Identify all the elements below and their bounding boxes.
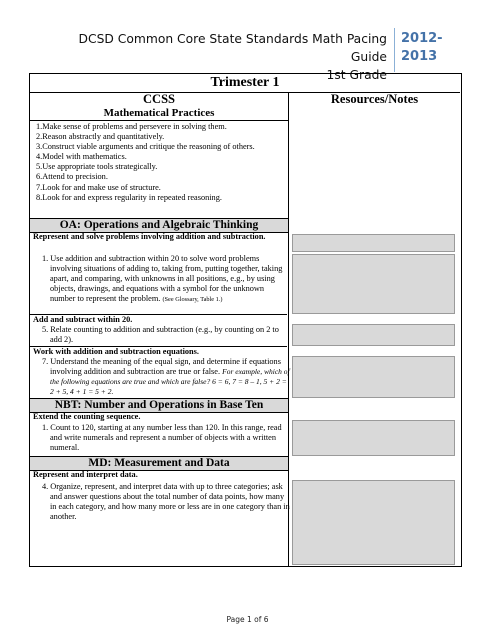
resources-cell: [292, 234, 455, 252]
oa-subheading-represent: Represent and solve problems involving addition and subtraction.: [33, 232, 266, 241]
pacing-table: [29, 73, 462, 567]
header-year-line2: 2013: [401, 49, 438, 64]
nbt-heading: NBT: Number and Operations in Base Ten: [30, 398, 288, 413]
glossary-note: (See Glossary, Table 1.): [162, 296, 223, 304]
header-title-line2: 1st Grade: [326, 68, 387, 82]
oa-standard-1: [42, 254, 290, 305]
resources-cell: [292, 420, 455, 456]
math-practice-item: 2.Reason abstractly and quantitatively.: [36, 132, 165, 142]
math-practices-list: [36, 122, 284, 203]
header-divider: [394, 28, 395, 72]
ccss-heading: CCSS: [143, 92, 175, 106]
resources-cell: [292, 480, 455, 565]
math-practice-item: 6.Attend to precision.: [36, 172, 108, 182]
oa-standard-7-example: For example, which of the following equations are true and which are false? 6 = 6, 7 = 8 – 1, 5 + 2 = 2 + 5, 4 + 1 = 5 + 2.: [50, 367, 290, 397]
math-practices-heading: Mathematical Practices: [30, 107, 288, 121]
md-standard-4: 4. Organize, represent, and interpret data with up to three categories; ask and answer questions about the total number of data points, how many in each category, and how many more or less are in one category than in another.: [42, 482, 290, 522]
page-footer: Page 1 of 6: [226, 615, 269, 624]
math-practice-item: 5.Use appropriate tools strategically.: [36, 162, 158, 172]
math-practice-item: 8.Look for and express regularity in repeated reasoning.: [36, 192, 222, 202]
math-practice-item: 3.Construct viable arguments and critique the reasoning of others.: [36, 142, 255, 152]
math-practice-item: 4.Model with mathematics.: [36, 152, 127, 162]
nbt-subheading-counting: Extend the counting sequence.: [33, 412, 141, 421]
oa-standard-1-text: 1. Use addition and subtraction within 20 to solve word problems involving situations of adding to, taking from, putting together, taking apart, and comparing, with unknowns in all positions, e.g., by using objects, drawings, and equations with a symbol for the unknown number to represent the problem.: [42, 254, 283, 304]
oa-subheading-equations: Work with addition and subtraction equations.: [30, 346, 287, 357]
math-practice-item: 7.Look for and make use of structure.: [36, 182, 161, 192]
resources-cell: [292, 324, 455, 346]
md-subheading-data: Represent and interpret data.: [33, 470, 138, 479]
header-title-line1: DCSD Common Core State Standards Math Pacing Guide: [78, 32, 387, 64]
oa-standard-5: 5. Relate counting to addition and subtraction (e.g., by counting on 2 to add 2).: [42, 325, 279, 345]
oa-heading: OA: Operations and Algebraic Thinking: [30, 218, 288, 233]
oa-standard-7-text: 7. Understand the meaning of the equal sign, and determine if equations involving addition and subtraction are true or false.: [42, 357, 281, 377]
resources-cell: [292, 356, 455, 398]
trimester-heading: Trimester 1: [30, 74, 460, 93]
resources-heading: Resources/Notes: [330, 92, 419, 106]
math-practice-item: 1.Make sense of problems and persevere in solving them.: [36, 122, 227, 131]
nbt-standard-1: 1. Count to 120, starting at any number less than 120. In this range, read and write numerals and represent a number of objects with a written numeral.: [42, 423, 282, 453]
header-year: [401, 30, 461, 66]
oa-subheading-add: Add and subtract within 20.: [30, 314, 287, 325]
md-heading: MD: Measurement and Data: [30, 456, 288, 471]
page-header: [40, 24, 465, 82]
header-year-line1: 2012-: [401, 31, 443, 46]
resources-cell: [292, 254, 455, 314]
oa-standard-7: [42, 357, 290, 397]
